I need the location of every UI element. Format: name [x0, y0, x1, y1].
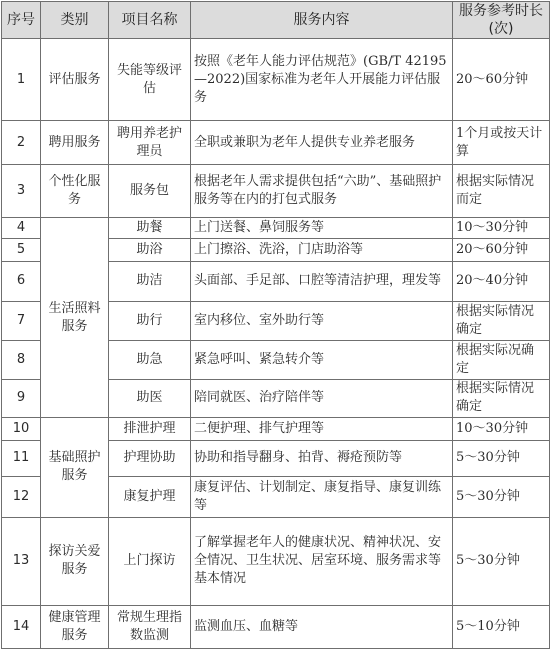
header-time: 服务参考时长(次) [453, 2, 550, 39]
row-time: 5～30分钟 [453, 517, 550, 605]
row-time: 根据实际情况而定 [453, 165, 550, 218]
table-row [2, 606, 550, 649]
row-no: 3 [2, 165, 41, 218]
row-content: 陪同就医、治疗陪伴等 [191, 379, 453, 418]
row-content: 上门送餐、鼻饲服务等 [191, 217, 453, 238]
header-content: 服务内容 [191, 2, 453, 39]
row-no: 10 [2, 418, 41, 440]
row-no: 11 [2, 440, 41, 477]
table-row [2, 517, 550, 605]
row-no: 7 [2, 302, 41, 341]
row-category: 基础照护服务 [41, 418, 109, 518]
row-category: 健康管理服务 [41, 606, 109, 649]
row-time: 5～10分钟 [453, 606, 550, 649]
row-category: 探访关爱服务 [41, 517, 109, 605]
row-content: 室内移位、室外助行等 [191, 302, 453, 341]
row-time: 5～30分钟 [453, 477, 550, 518]
row-no: 8 [2, 340, 41, 379]
row-no: 4 [2, 217, 41, 238]
row-category: 聘用服务 [41, 121, 109, 165]
row-item: 助医 [109, 379, 191, 418]
row-content: 头面部、手足部、口腔等清洁护理，理发等 [191, 261, 453, 302]
row-time: 根据实际情况确定 [453, 379, 550, 418]
row-time: 根据实际情况确定 [453, 302, 550, 341]
row-no: 5 [2, 239, 41, 261]
table-row [2, 165, 550, 218]
row-content: 康复评估、计划制定、康复指导、康复训练等 [191, 477, 453, 518]
row-category: 评估服务 [41, 39, 109, 121]
row-time: 1个月或按天计算 [453, 121, 550, 165]
row-no: 6 [2, 261, 41, 302]
row-time: 10～30分钟 [453, 217, 550, 238]
table-row [2, 217, 550, 238]
row-no: 2 [2, 121, 41, 165]
row-content: 全职或兼职为老年人提供专业养老服务 [191, 121, 453, 165]
row-item: 助行 [109, 302, 191, 341]
header-item: 项目名称 [109, 2, 191, 39]
header-row [2, 2, 550, 39]
service-table [1, 1, 550, 649]
row-no: 1 [2, 39, 41, 121]
row-content: 按照《老年人能力评估规范》(GB/T 42195—2022)国家标准为老年人开展能力评估服务 [191, 39, 453, 121]
row-content: 二便护理、排气护理等 [191, 418, 453, 440]
row-category: 个性化服务 [41, 165, 109, 218]
row-content: 紧急呼叫、紧急转介等 [191, 340, 453, 379]
row-item: 护理协助 [109, 440, 191, 477]
row-item: 上门探访 [109, 517, 191, 605]
table-row [2, 418, 550, 440]
row-time: 20～60分钟 [453, 239, 550, 261]
row-item: 聘用养老护理员 [109, 121, 191, 165]
row-time: 5～30分钟 [453, 440, 550, 477]
row-item: 助餐 [109, 217, 191, 238]
row-time: 10～30分钟 [453, 418, 550, 440]
row-content: 根据老年人需求提供包括“六助”、基础照护服务等在内的打包式服务 [191, 165, 453, 218]
table-row [2, 121, 550, 165]
row-no: 13 [2, 517, 41, 605]
row-item: 助浴 [109, 239, 191, 261]
row-item: 失能等级评估 [109, 39, 191, 121]
row-item: 康复护理 [109, 477, 191, 518]
row-item: 服务包 [109, 165, 191, 218]
row-time: 20～60分钟 [453, 39, 550, 121]
row-content: 监测血压、血糖等 [191, 606, 453, 649]
row-content: 协助和指导翻身、拍背、褥疮预防等 [191, 440, 453, 477]
row-item: 常规生理指数监测 [109, 606, 191, 649]
row-content: 了解掌握老年人的健康状况、精神状况、安全情况、卫生状况、居室环境、服务需求等基本情况 [191, 517, 453, 605]
row-time: 20～40分钟 [453, 261, 550, 302]
row-item: 助洁 [109, 261, 191, 302]
header-category: 类别 [41, 2, 109, 39]
row-content: 上门擦浴、洗浴，门店助浴等 [191, 239, 453, 261]
row-time: 根据实际况确定 [453, 340, 550, 379]
header-no: 序号 [2, 2, 41, 39]
table-row [2, 39, 550, 121]
row-no: 14 [2, 606, 41, 649]
row-item: 排泄护理 [109, 418, 191, 440]
row-category: 生活照料服务 [41, 217, 109, 417]
row-no: 9 [2, 379, 41, 418]
row-item: 助急 [109, 340, 191, 379]
row-no: 12 [2, 477, 41, 518]
